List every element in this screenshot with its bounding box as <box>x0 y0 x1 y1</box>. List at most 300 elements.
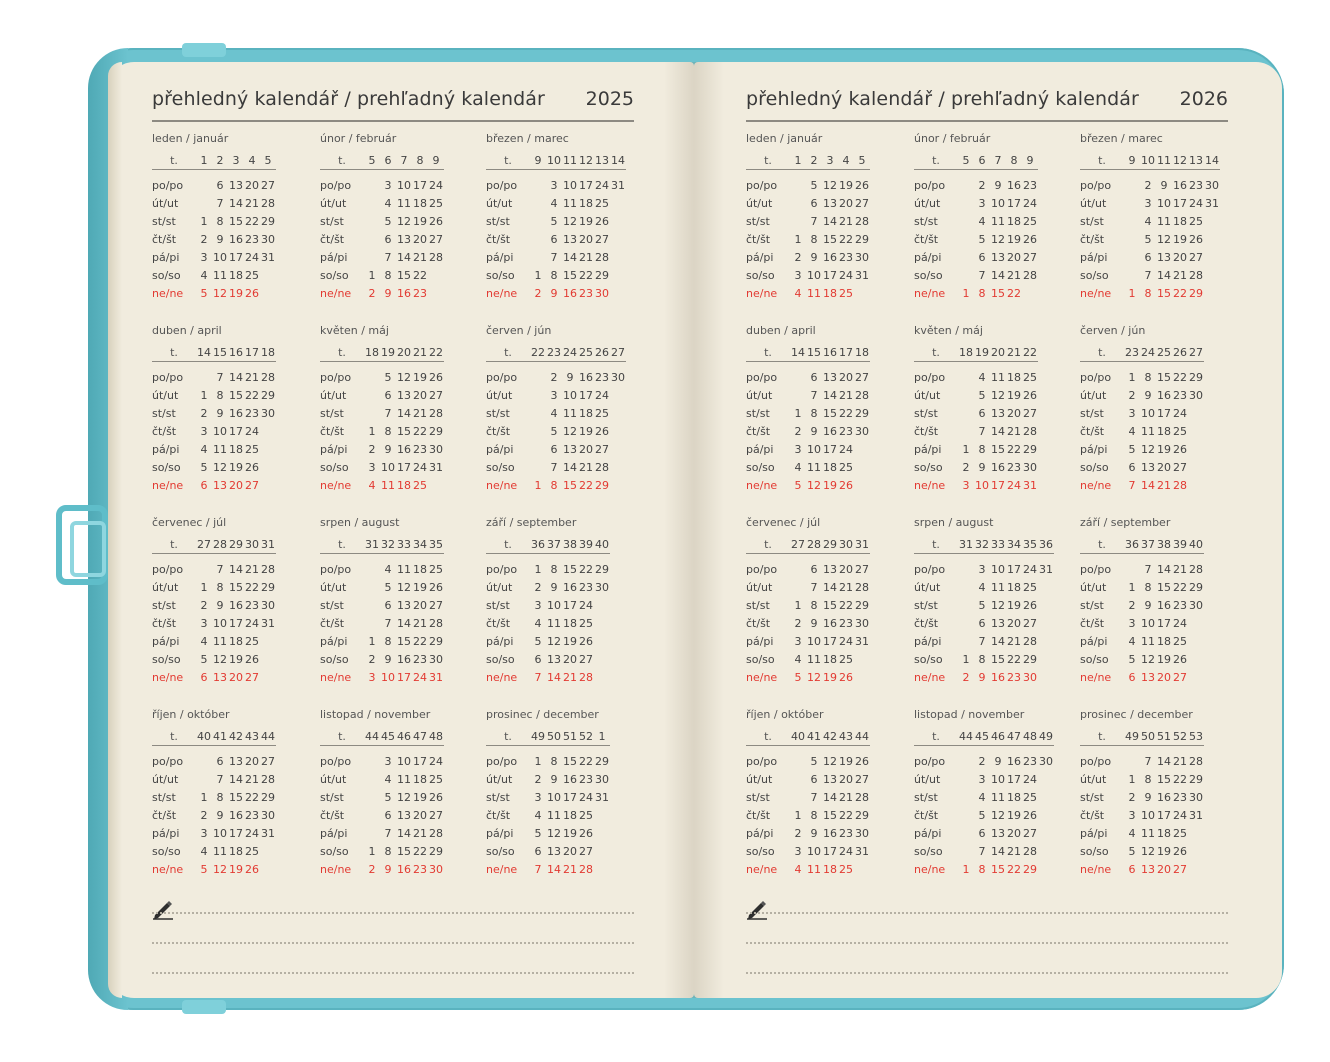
day-rows <box>152 560 276 686</box>
day-number: 22 <box>245 580 259 594</box>
weekday-label: pá/pi <box>486 826 514 840</box>
day-number: 27 <box>855 562 869 576</box>
day-number: 18 <box>229 268 243 282</box>
day-number: 19 <box>1007 598 1021 612</box>
day-number: 10 <box>1141 808 1155 822</box>
day-number: 28 <box>429 250 443 264</box>
day-number: 23 <box>245 598 259 612</box>
weekday-label: pá/pi <box>152 634 180 648</box>
weekday-label: čt/št <box>320 616 345 630</box>
day-number: 16 <box>563 286 577 300</box>
day-number: 4 <box>534 808 542 822</box>
day-number: 10 <box>975 478 989 492</box>
weekday-label: so/so <box>746 652 775 666</box>
day-number: 1 <box>368 634 376 648</box>
day-number: 1 <box>534 562 542 576</box>
day-number: 27 <box>429 598 443 612</box>
week-header-label: t. <box>338 537 346 551</box>
day-number: 7 <box>534 862 542 876</box>
weekday-label: ne/ne <box>486 286 518 300</box>
day-row <box>914 596 1054 614</box>
weekday-label: pá/pi <box>746 442 774 456</box>
note-line[interactable] <box>746 912 1228 914</box>
day-number: 17 <box>397 460 411 474</box>
day-number: 13 <box>823 370 837 384</box>
weekday-label: čt/št <box>1080 424 1105 438</box>
note-line[interactable] <box>152 912 634 914</box>
day-number: 11 <box>397 772 411 786</box>
weekday-label: so/so <box>746 844 775 858</box>
day-row <box>320 560 444 578</box>
day-number: 14 <box>397 826 411 840</box>
weekday-label: čt/št <box>152 808 177 822</box>
day-row <box>914 248 1038 266</box>
bookmark-ribbon-top <box>182 43 226 57</box>
day-number: 1 <box>200 580 208 594</box>
day-number: 15 <box>823 808 837 822</box>
day-number: 9 <box>384 442 392 456</box>
week-number: 15 <box>807 345 821 359</box>
day-row <box>1080 752 1204 770</box>
day-number: 19 <box>413 214 427 228</box>
day-number: 14 <box>991 268 1005 282</box>
day-number: 4 <box>384 562 392 576</box>
week-number: 40 <box>791 729 805 743</box>
week-number: 11 <box>1157 153 1171 167</box>
day-number: 16 <box>823 250 837 264</box>
weekday-label: so/so <box>486 460 515 474</box>
day-number: 18 <box>413 196 427 210</box>
day-number: 21 <box>839 388 853 402</box>
day-number: 15 <box>563 754 577 768</box>
note-line[interactable] <box>746 942 1228 944</box>
day-row <box>320 284 444 302</box>
day-number: 28 <box>429 826 443 840</box>
weekday-label: st/st <box>746 406 770 420</box>
day-row <box>746 596 870 614</box>
day-number: 3 <box>978 772 986 786</box>
day-number: 31 <box>611 178 625 192</box>
weekday-label: so/so <box>486 268 515 282</box>
day-number: 18 <box>1157 424 1171 438</box>
day-row <box>152 596 276 614</box>
day-number: 18 <box>1007 370 1021 384</box>
weekday-label: út/ut <box>746 196 773 210</box>
day-number: 22 <box>1007 652 1021 666</box>
day-number: 9 <box>384 862 392 876</box>
day-number: 11 <box>991 580 1005 594</box>
weekday-label: po/po <box>320 754 352 768</box>
day-row <box>746 770 870 788</box>
day-rows <box>1080 176 1220 302</box>
day-number: 10 <box>991 562 1005 576</box>
day-number: 8 <box>216 214 224 228</box>
weekday-label: po/po <box>486 178 518 192</box>
weekday-label: čt/št <box>746 616 771 630</box>
day-number: 31 <box>1205 196 1219 210</box>
day-number: 25 <box>839 862 853 876</box>
day-number: 26 <box>839 670 853 684</box>
weekday-label: út/ut <box>486 580 513 594</box>
day-number: 20 <box>1007 826 1021 840</box>
day-number: 20 <box>1007 406 1021 420</box>
day-number: 16 <box>1157 598 1171 612</box>
weekday-label: st/st <box>1080 214 1104 228</box>
day-row <box>914 440 1038 458</box>
day-number: 9 <box>216 406 224 420</box>
day-number: 13 <box>229 178 243 192</box>
day-number: 7 <box>216 772 224 786</box>
week-number-row <box>1080 343 1204 362</box>
weekday-label: pá/pi <box>1080 634 1108 648</box>
day-number: 20 <box>1173 250 1187 264</box>
day-number: 24 <box>1023 772 1037 786</box>
week-number: 14 <box>1205 153 1219 167</box>
week-number: 51 <box>1157 729 1171 743</box>
week-number: 46 <box>397 729 411 743</box>
weekday-label: po/po <box>914 754 946 768</box>
day-number: 28 <box>261 196 275 210</box>
weekday-label: ne/ne <box>486 670 518 684</box>
week-number: 9 <box>432 153 440 167</box>
day-number: 21 <box>1173 754 1187 768</box>
day-number: 2 <box>368 442 376 456</box>
day-rows <box>1080 752 1204 878</box>
day-number: 13 <box>1157 250 1171 264</box>
day-row <box>486 806 610 824</box>
bookmark-ribbon-bottom <box>182 1000 226 1014</box>
day-number: 27 <box>1173 862 1187 876</box>
day-number: 1 <box>962 286 970 300</box>
day-number: 15 <box>563 268 577 282</box>
day-number: 28 <box>1189 754 1203 768</box>
day-number: 7 <box>978 424 986 438</box>
day-number: 26 <box>1173 652 1187 666</box>
day-number: 17 <box>1007 196 1021 210</box>
day-row <box>152 368 276 386</box>
day-row <box>320 650 444 668</box>
week-header-label: t. <box>170 153 178 167</box>
day-number: 23 <box>579 772 593 786</box>
week-number: 40 <box>197 729 211 743</box>
week-number: 5 <box>368 153 376 167</box>
day-number: 23 <box>413 862 427 876</box>
weekday-label: čt/št <box>486 232 511 246</box>
day-number: 12 <box>213 862 227 876</box>
day-number: 21 <box>579 460 593 474</box>
day-number: 28 <box>261 370 275 384</box>
day-number: 24 <box>839 634 853 648</box>
day-number: 1 <box>200 388 208 402</box>
week-number-row <box>320 151 444 170</box>
day-row <box>746 632 870 650</box>
day-number: 21 <box>245 196 259 210</box>
day-number: 28 <box>595 250 609 264</box>
day-number: 7 <box>550 460 558 474</box>
weekday-label: pá/pi <box>320 634 348 648</box>
day-number: 5 <box>1128 844 1136 858</box>
day-number: 22 <box>413 844 427 858</box>
weekday-label: so/so <box>152 844 181 858</box>
day-number: 30 <box>1189 598 1203 612</box>
week-number: 38 <box>1157 537 1171 551</box>
day-number: 27 <box>1023 406 1037 420</box>
week-number: 37 <box>1141 537 1155 551</box>
day-number: 5 <box>810 754 818 768</box>
day-number: 11 <box>397 562 411 576</box>
weekday-label: ne/ne <box>746 670 778 684</box>
day-number: 22 <box>839 808 853 822</box>
day-number: 19 <box>563 826 577 840</box>
week-number: 31 <box>261 537 275 551</box>
day-number: 17 <box>1007 772 1021 786</box>
day-number: 6 <box>534 844 542 858</box>
week-number: 1 <box>794 153 802 167</box>
day-number: 30 <box>595 772 609 786</box>
weekday-label: ne/ne <box>746 286 778 300</box>
day-number: 23 <box>245 232 259 246</box>
weekday-label: út/ut <box>320 196 347 210</box>
day-number: 26 <box>429 790 443 804</box>
day-number: 27 <box>1173 670 1187 684</box>
week-header-label: t. <box>764 729 772 743</box>
note-line[interactable] <box>152 942 634 944</box>
pencil-icon <box>152 898 174 920</box>
day-number: 23 <box>839 826 853 840</box>
month-block <box>914 708 1054 878</box>
week-header-label: t. <box>932 345 940 359</box>
day-number: 14 <box>991 424 1005 438</box>
day-number: 5 <box>1128 652 1136 666</box>
month-block <box>486 516 610 686</box>
day-number: 8 <box>1144 772 1152 786</box>
day-number: 27 <box>261 754 275 768</box>
day-number: 9 <box>384 652 392 666</box>
day-number: 17 <box>823 844 837 858</box>
weekday-label: so/so <box>1080 652 1109 666</box>
day-number: 29 <box>429 634 443 648</box>
weekday-label: st/st <box>152 214 176 228</box>
day-number: 15 <box>991 442 1005 456</box>
day-row <box>152 266 276 284</box>
week-number: 1 <box>598 729 606 743</box>
day-number: 2 <box>1128 790 1136 804</box>
weekday-label: st/st <box>486 598 510 612</box>
day-number: 17 <box>579 178 593 192</box>
day-number: 14 <box>397 406 411 420</box>
day-row <box>914 458 1038 476</box>
month-block <box>152 132 276 302</box>
week-number: 14 <box>611 153 625 167</box>
day-number: 26 <box>245 862 259 876</box>
weekday-label: pá/pi <box>746 826 774 840</box>
day-row <box>152 770 276 788</box>
week-number: 8 <box>416 153 424 167</box>
day-number: 31 <box>429 670 443 684</box>
day-number: 19 <box>413 580 427 594</box>
month-block <box>746 708 870 878</box>
week-number: 22 <box>531 345 545 359</box>
day-row <box>746 650 870 668</box>
week-number-row <box>486 727 610 746</box>
day-row <box>914 386 1038 404</box>
day-number: 16 <box>229 808 243 822</box>
day-number: 10 <box>381 460 395 474</box>
day-number: 23 <box>1189 178 1203 192</box>
week-number: 38 <box>563 537 577 551</box>
day-number: 4 <box>200 634 208 648</box>
week-number: 40 <box>595 537 609 551</box>
day-row <box>486 422 626 440</box>
weekday-label: ne/ne <box>914 670 946 684</box>
weekday-label: út/ut <box>914 196 941 210</box>
day-number: 16 <box>397 286 411 300</box>
week-header-label: t. <box>504 153 512 167</box>
day-number: 23 <box>245 406 259 420</box>
day-number: 22 <box>245 214 259 228</box>
week-number-row <box>152 343 276 362</box>
day-number: 31 <box>855 844 869 858</box>
day-number: 11 <box>381 478 395 492</box>
week-number-row <box>914 343 1038 362</box>
day-number: 23 <box>839 250 853 264</box>
day-row <box>1080 368 1204 386</box>
day-number: 11 <box>807 652 821 666</box>
day-number: 7 <box>534 670 542 684</box>
week-number: 22 <box>1023 345 1037 359</box>
weekday-label: út/ut <box>152 196 179 210</box>
page-year: 2026 <box>1179 88 1228 110</box>
book-gutter <box>664 62 724 998</box>
day-number: 16 <box>1007 178 1021 192</box>
month-name: červenec / júl <box>746 516 821 529</box>
week-number: 18 <box>959 345 973 359</box>
week-header-label: t. <box>1098 537 1106 551</box>
day-number: 29 <box>1189 286 1203 300</box>
weekday-label: st/st <box>152 406 176 420</box>
day-row <box>486 284 626 302</box>
day-number: 13 <box>1141 460 1155 474</box>
day-number: 31 <box>429 460 443 474</box>
weekday-label: út/ut <box>914 580 941 594</box>
week-number: 51 <box>563 729 577 743</box>
day-number: 24 <box>1173 406 1187 420</box>
day-number: 11 <box>991 370 1005 384</box>
day-number: 29 <box>429 844 443 858</box>
day-number: 22 <box>839 598 853 612</box>
day-number: 14 <box>823 214 837 228</box>
day-number: 14 <box>229 370 243 384</box>
day-number: 9 <box>216 598 224 612</box>
weekday-label: čt/št <box>1080 808 1105 822</box>
day-number: 18 <box>823 862 837 876</box>
month-block <box>486 132 626 302</box>
day-number: 30 <box>1189 790 1203 804</box>
day-row <box>746 176 870 194</box>
day-number: 1 <box>534 754 542 768</box>
week-number: 50 <box>1141 729 1155 743</box>
weekday-label: čt/št <box>914 616 939 630</box>
day-number: 17 <box>397 670 411 684</box>
day-number: 13 <box>823 562 837 576</box>
day-number: 18 <box>229 634 243 648</box>
day-number: 14 <box>1157 268 1171 282</box>
day-number: 18 <box>1157 826 1171 840</box>
day-number: 15 <box>397 424 411 438</box>
day-number: 16 <box>991 460 1005 474</box>
day-row <box>1080 560 1204 578</box>
day-rows <box>320 752 444 878</box>
day-number: 8 <box>810 406 818 420</box>
day-number: 12 <box>397 214 411 228</box>
weekday-label: út/ut <box>152 772 179 786</box>
day-number: 10 <box>1141 616 1155 630</box>
day-number: 17 <box>229 424 243 438</box>
month-block <box>746 516 870 686</box>
day-number: 15 <box>229 790 243 804</box>
day-number: 29 <box>261 790 275 804</box>
month-name: prosinec / december <box>486 708 599 721</box>
day-number: 7 <box>1128 478 1136 492</box>
note-line[interactable] <box>746 972 1228 974</box>
day-number: 25 <box>1023 370 1037 384</box>
day-number: 13 <box>991 250 1005 264</box>
day-number: 16 <box>823 616 837 630</box>
week-number: 16 <box>823 345 837 359</box>
day-number: 4 <box>1128 424 1136 438</box>
day-number: 29 <box>595 562 609 576</box>
day-number: 20 <box>563 844 577 858</box>
day-number: 25 <box>1173 634 1187 648</box>
day-number: 6 <box>978 406 986 420</box>
weekday-label: čt/št <box>486 424 511 438</box>
day-number: 19 <box>1157 442 1171 456</box>
day-row <box>914 668 1054 686</box>
day-number: 10 <box>213 826 227 840</box>
day-number: 27 <box>261 178 275 192</box>
day-number: 30 <box>1039 754 1053 768</box>
day-number: 16 <box>823 826 837 840</box>
day-number: 2 <box>794 616 802 630</box>
day-number: 21 <box>413 826 427 840</box>
day-rows <box>746 752 870 878</box>
day-row <box>320 824 444 842</box>
weekday-label: so/so <box>746 460 775 474</box>
day-row <box>746 824 870 842</box>
weekday-label: pá/pi <box>1080 250 1108 264</box>
day-number: 7 <box>216 370 224 384</box>
day-number: 14 <box>547 670 561 684</box>
week-number: 39 <box>579 537 593 551</box>
day-number: 18 <box>823 286 837 300</box>
weekday-label: po/po <box>1080 178 1112 192</box>
note-line[interactable] <box>152 972 634 974</box>
weekday-label: ne/ne <box>152 862 184 876</box>
day-row <box>152 824 276 842</box>
day-number: 4 <box>978 790 986 804</box>
day-number: 19 <box>229 460 243 474</box>
day-number: 15 <box>397 268 411 282</box>
day-row <box>746 404 870 422</box>
week-number: 29 <box>823 537 837 551</box>
day-row <box>746 230 870 248</box>
day-number: 17 <box>1157 616 1171 630</box>
day-number: 30 <box>261 808 275 822</box>
week-header-label: t. <box>338 153 346 167</box>
day-row <box>152 668 276 686</box>
day-number: 25 <box>579 616 593 630</box>
day-row <box>746 212 870 230</box>
